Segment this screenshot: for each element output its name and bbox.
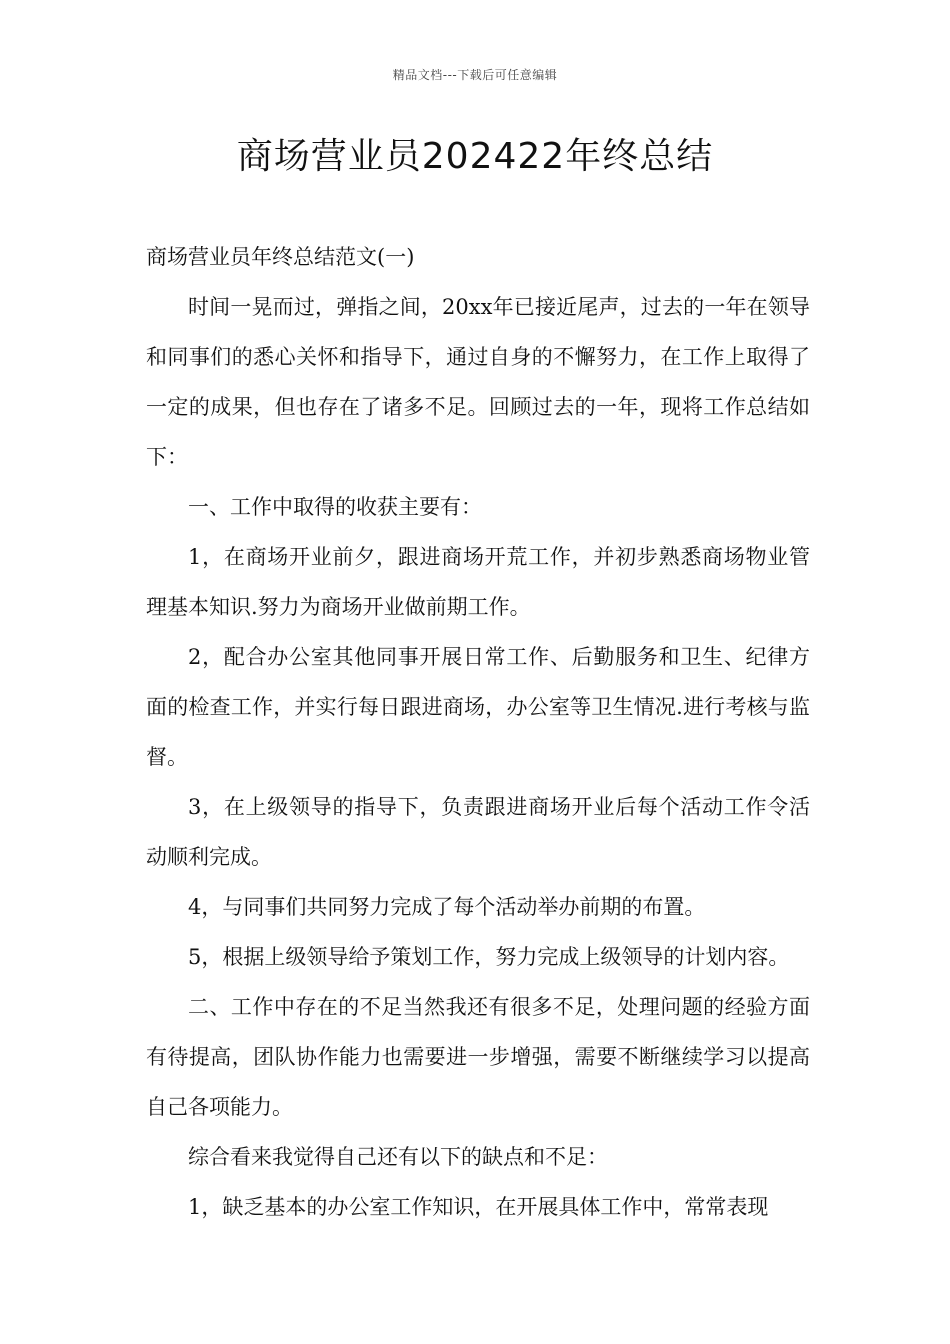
paragraph: 5，根据上级领导给予策划工作，努力完成上级领导的计划内容。 — [188, 945, 790, 969]
paragraph: 一、工作中取得的收获主要有： — [188, 495, 482, 519]
document-title: 商场营业员202422年终总结 — [236, 136, 714, 177]
paragraph: 3，在上级领导的指导下，负责跟进商场开业后每个活动工作令活动顺利完成。 — [146, 795, 810, 869]
paragraph: 2，配合办公室其他同事开展日常工作、后勤服务和卫生、纪律方面的检查工作，并实行每日跟进商场，办公室等卫生情况.进行考核与监督。 — [146, 645, 810, 769]
paragraph: 1，缺乏基本的办公室工作知识，在开展具体工作中，常常表现 — [188, 1195, 769, 1219]
document-body — [146, 232, 810, 1232]
paragraph: 1，在商场开业前夕，跟进商场开荒工作，并初步熟悉商场物业管理基本知识.努力为商场开业做前期工作。 — [146, 545, 810, 619]
paragraph: 4，与同事们共同努力完成了每个活动举办前期的布置。 — [188, 895, 706, 919]
paragraph: 二、工作中存在的不足当然我还有很多不足，处理问题的经验方面有待提高，团队协作能力也需要进一步增强，需要不断继续学习以提高自己各项能力。 — [146, 995, 810, 1119]
paragraph: 时间一晃而过，弹指之间，20xx年已接近尾声，过去的一年在领导和同事们的悉心关怀和指导下，通过自身的不懈努力，在工作上取得了一定的成果，但也存在了诸多不足。回顾过去的一年，现将工作总结如下： — [146, 295, 810, 469]
paragraph: 综合看来我觉得自己还有以下的缺点和不足： — [188, 1145, 608, 1169]
section-heading: 商场营业员年终总结范文(一) — [146, 245, 415, 269]
header-note: 精品文档---下载后可任意编辑 — [392, 68, 558, 82]
